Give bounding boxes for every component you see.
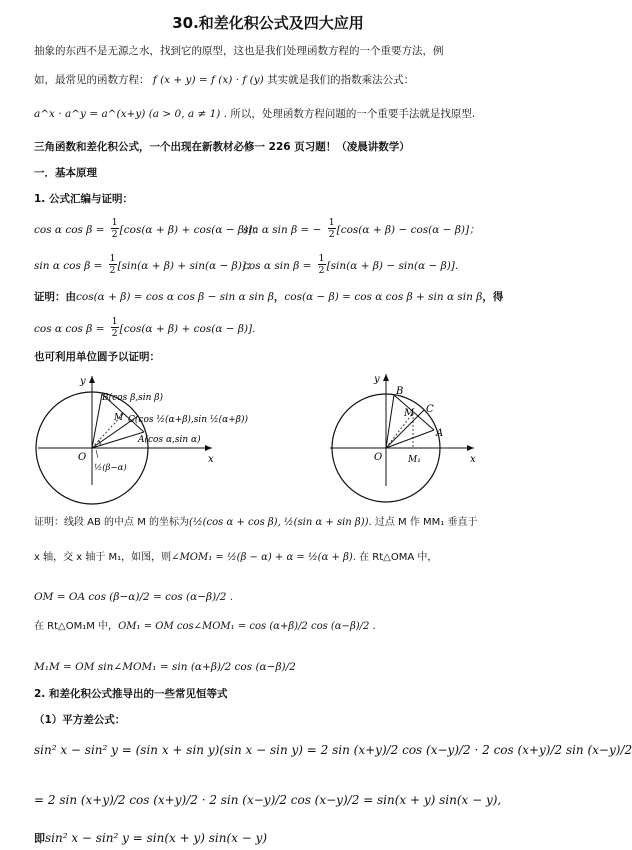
formula-cos-sin-left: cos α sin β = (243, 260, 312, 272)
fraction-num: 1 (109, 253, 116, 264)
y-axis-arrow-icon (383, 374, 389, 381)
segment-OB (92, 394, 102, 448)
fraction-half (111, 316, 119, 339)
proof-result-right: [cos(α + β) + cos(α − β)]. (119, 323, 256, 335)
proof-label: 证明：由 (34, 291, 76, 303)
formula-sin-sin-left: sin α sin β = − (243, 224, 322, 236)
proof-get: ，得 (482, 291, 504, 303)
subheading-square-difference: （1）平方差公式： (34, 714, 126, 726)
proof2-line-4 (34, 620, 376, 634)
proof-line (34, 289, 503, 304)
fraction-num: 1 (328, 217, 335, 228)
unit-circle-note: 也可利用单位圆予以证明： (34, 351, 160, 363)
formula-sin-cos-left: sin α cos β = (34, 260, 103, 272)
intro-line-1: 抽象的东西不是无源之水，找到它的原型，这也是我们处理函数方程的一个重要方法，例 (34, 45, 444, 57)
om-formula: OM = OA cos (β−α)/2 = cos (α−β)/2 . (34, 591, 234, 603)
om1-formula: OM₁ = OM cos∠MOM₁ = cos (α+β)/2 cos (α−β)/2 . (118, 621, 376, 632)
identity-line-2-formula: = 2 sin (x+y)/2 cos (x+y)/2 · 2 sin (x−y)/2 cos (x−y)/2 = sin(x + y) sin(x − y), (34, 793, 502, 807)
fraction-num: 1 (318, 253, 325, 264)
formula-cos-cos (34, 217, 263, 240)
fraction-den: 2 (328, 229, 335, 240)
exponent-formula: a^x · a^y = a^(x+y) (a > 0, a ≠ 1) (34, 108, 221, 120)
origin-label: O (374, 452, 383, 463)
formula-sin-cos-right: [sin(α + β) + sin(α − β)]； (117, 260, 257, 272)
x-axis-arrow-icon (467, 445, 474, 451)
formula-cos-sin-right: [sin(α + β) − sin(α − β)]. (326, 260, 459, 272)
formula-sin-sin (243, 217, 480, 240)
angle-label: ½(β−α) (94, 463, 127, 473)
fraction-den: 2 (111, 229, 118, 240)
midpoint-formula: (½(cos α + cos β), ½(sin α + sin β)) (189, 517, 369, 528)
point-B-label: B (396, 386, 404, 397)
identity-line-1-right: = 2 sin (x+y)/2 cos (x−y)/2 · 2 cos (x+y)/2 sin (x−y)/2 (306, 743, 632, 757)
intro-line-2 (34, 73, 414, 87)
proof2-line-1-suffix: . 过点 M 作 MM₁ 垂直于 (368, 517, 478, 528)
segment-OA (386, 430, 434, 448)
formula-cos-sin (243, 253, 458, 276)
formula-cos-cos-left: cos α cos β = (34, 224, 105, 236)
proof2-line-5 (34, 655, 296, 674)
y-label: y (374, 374, 380, 385)
intro-line-3-suffix: . 所以，处理函数方程问题的一个重要手法就是找原型. (223, 108, 476, 120)
m1m-formula: M₁M = OM sin∠MOM₁ = sin (α+β)/2 cos (α−β)/2 (34, 661, 296, 673)
identity-line-3-prefix: 即 (34, 832, 45, 845)
identity-line-3 (34, 830, 267, 846)
point-C-label: C(cos ½(α+β),sin ½(α+β)) (128, 415, 248, 425)
proof-comma: ， (273, 291, 285, 303)
fraction-den: 2 (111, 328, 118, 339)
angle-pointer (96, 450, 98, 458)
fraction-num: 1 (111, 217, 118, 228)
angle-formula: ∠MOM₁ = ½(β − α) + α = ½(α + β) (171, 552, 353, 563)
function-equation: f (x + y) = f (x) · f (y) (152, 74, 264, 86)
intro-line-2-suffix: 其实就是我们的指数乘法公式： (267, 74, 415, 86)
proof-eq1: cos(α + β) = cos α cos β − sin α sin β (76, 291, 274, 303)
identity-line-2 (34, 793, 501, 807)
proof2-line-2-prefix: x 轴，交 x 轴于 M₁，如图，则 (34, 552, 172, 563)
proof2-line-4-prefix: 在 Rt△OM₁M 中， (34, 621, 119, 632)
point-A-label: A(cos α,sin α) (138, 435, 201, 445)
point-M-label: M (404, 408, 415, 419)
identity-line-1 (34, 743, 632, 757)
identity-line-1-left: sin² x − sin² y = (sin x + sin y)(sin x − sin y) (34, 743, 303, 757)
intro-line-3 (34, 107, 475, 121)
subheading-identities: 2. 和差化积公式推导出的一些常见恒等式 (34, 688, 228, 700)
formula-sin-cos (34, 253, 256, 276)
subheading-formulas: 1. 公式汇编与证明： (34, 193, 133, 205)
point-C-label: C (426, 404, 434, 415)
proof2-line-2-suffix: . 在 Rt△OMA 中， (352, 552, 438, 563)
proof2-line-1 (34, 516, 477, 530)
segment-OB (386, 395, 394, 448)
unit-circle-figure-1 (34, 370, 274, 488)
fraction-num: 1 (111, 316, 118, 327)
origin-label: O (78, 452, 87, 463)
y-label: y (80, 376, 86, 387)
section-heading-basic: 一．基本原理 (34, 167, 97, 179)
point-A-label: A (436, 428, 444, 439)
point-M-label: M (114, 413, 124, 423)
formula-cos-cos-right: [cos(α + β) + cos(α − β)]； (119, 224, 263, 236)
fraction-half (328, 217, 336, 240)
intro-line-2-prefix: 如，最常见的函数方程： (34, 74, 150, 86)
proof2-line-1-prefix: 证明：线段 AB 的中点 M 的坐标为 (34, 517, 190, 528)
x-axis-arrow-icon (205, 445, 212, 451)
fraction-half (109, 253, 117, 276)
x-label: x (208, 454, 214, 465)
fraction-half (111, 217, 119, 240)
fraction-den: 2 (318, 265, 325, 276)
y-axis-arrow-icon (89, 376, 95, 383)
proof-eq2: cos(α − β) = cos α cos β + sin α sin β (284, 291, 483, 303)
fraction-half (318, 253, 326, 276)
proof-result (34, 316, 255, 339)
x-label: x (470, 454, 476, 465)
fraction-den: 2 (109, 265, 116, 276)
unit-circle-figure-2 (324, 368, 484, 488)
proof-result-left: cos α cos β = (34, 323, 105, 335)
page-title: 30.和差化积公式及四大应用 (172, 14, 364, 32)
proof2-line-2 (34, 551, 437, 565)
proof2-line-3 (34, 585, 233, 604)
notice-line: 三角函数和差化积公式，一个出现在新教材必修一 226 页习题！（凌晨讲数学） (34, 141, 410, 153)
point-M1-label: M₁ (408, 455, 421, 465)
point-B-label: B(cos β,sin β) (102, 393, 163, 403)
identity-line-3-formula: sin² x − sin² y = sin(x + y) sin(x − y) (45, 831, 268, 845)
formula-sin-sin-right: [cos(α + β) − cos(α − β)]； (336, 224, 480, 236)
